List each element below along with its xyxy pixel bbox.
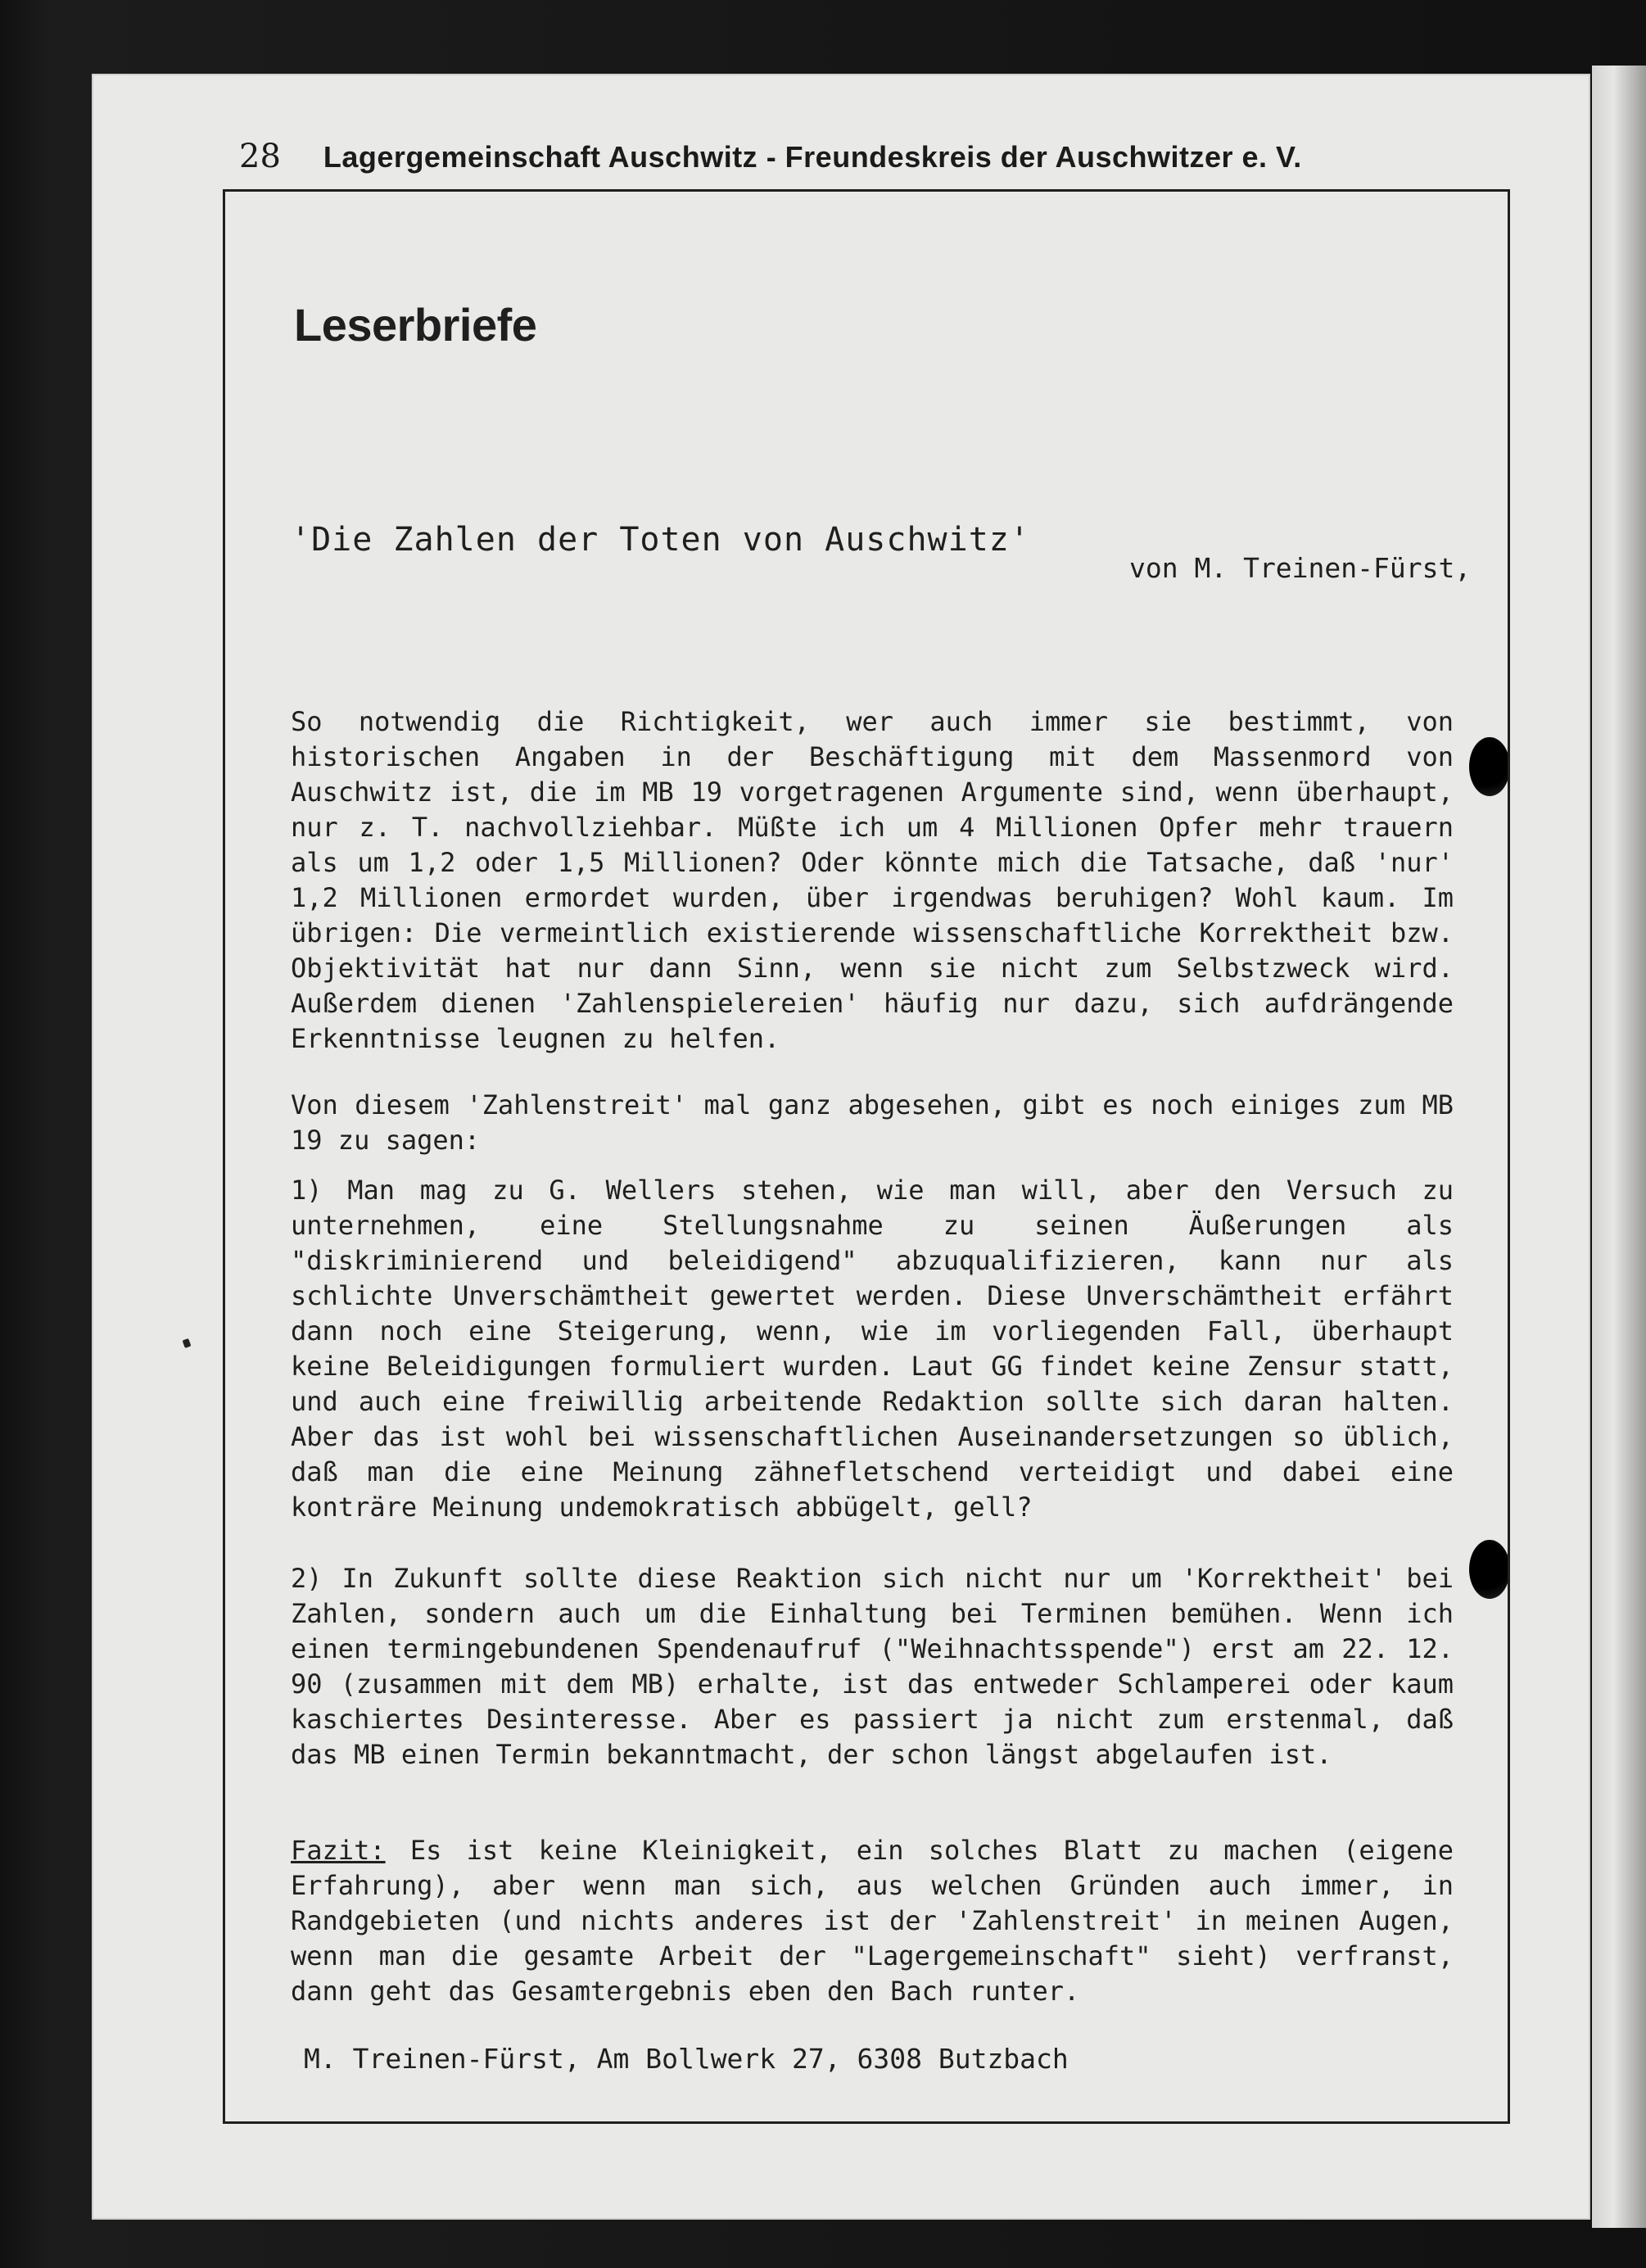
signature: M. Treinen-Fürst, Am Bollwerk 27, 6308 Butzbach: [304, 2043, 1069, 2075]
fazit-label: Fazit:: [291, 1835, 386, 1866]
fazit-text: Es ist keine Kleinigkeit, ein solches Blatt zu machen (eigene Erfahrung), aber wenn man sich, aus welchen Gründen auch immer, in Randgebieten (und nichts anderes ist der 'Zahlenstreit' in meinen Augen, wenn man die gesamte Arbeit der "Lagergemeinschaft" sieht) verfranst, dann geht das Gesamtergebnis eben den Bach runter.: [291, 1835, 1454, 2007]
article-title: 'Die Zahlen der Toten von Auschwitz': [291, 521, 1030, 559]
paragraph-point-1: 1) Man mag zu G. Wellers stehen, wie man will, aber den Versuch zu unternehmen, eine Stellungsnahme zu seinen Äußerungen als "diskriminierend und beleidigend" abzuqualifizieren, kann nur als schlichte Unverschämtheit gewertet werden. Diese Unverschämtheit erfährt dann noch eine Steigerung, wenn, wie im vorliegenden Fall, überhaupt keine Beleidigungen formuliert wurden. Laut GG findet keine Zensur statt, und auch eine freiwillig arbeitende Redaktion sollte sich daran halten. Aber das ist wohl bei wissenschaftlichen Auseinandersetzungen so üblich, daß man die eine Meinung zähnefletschend verteidigt und dabei eine konträre Meinung undemokratisch abbügelt, gell?: [291, 1175, 1454, 1523]
paragraph-point-2: 2) In Zukunft sollte diese Reaktion sich nicht nur um 'Korrektheit' bei Zahlen, sondern auch um die Einhaltung bei Terminen bemühen. Wenn ich einen termingebundenen Spendenaufruf ("Weihnachtsspende") erst am 22. 12. 90 (zusammen mit dem MB) erhalte, ist das entweder Schlamperei oder kaum kaschiertes Desinteresse. Aber es passiert ja nicht zum erstenmal, daß das MB einen Termin bekanntmacht, der schon längst abgelaufen ist.: [291, 1563, 1454, 1770]
paragraph-intro: So notwendig die Richtigkeit, wer auch immer sie bestimmt, von historischen Angaben in der Beschäftigung mit dem Massenmord von Auschwitz ist, die im MB 19 vorgetragenen Argumente sind, wenn überhaupt, nur z. T. nachvollziehbar. Müßte ich um 4 Millionen Opfer mehr trauern als um 1,2 oder 1,5 Millionen? Oder könnte mich die Tatsache, daß 'nur' 1,2 Millionen ermordet wurden, über irgendwas beruhigen? Wohl kaum. Im übrigen: Die vermeintlich existierende wissenschaftliche Korrektheit bzw. Objektivität hat nur dann Sinn, wenn sie nicht zum Selbstzweck wird. Außerdem dienen 'Zahlenspielereien' häufig nur dazu, sich aufdrängende Erkenntnisse leugnen zu helfen.: [291, 706, 1454, 1054]
page-header: [239, 138, 1517, 187]
article-byline: von M. Treinen-Fürst,: [1129, 552, 1472, 584]
page-number: 28: [239, 138, 281, 175]
paragraph-transition: Von diesem 'Zahlenstreit' mal ganz abgesehen, gibt es noch einiges zum MB 19 zu sagen:: [291, 1089, 1454, 1156]
paragraph-fazit: [291, 1833, 1454, 2009]
section-title: Leserbriefe: [294, 299, 537, 351]
header-title: Lagergemeinschaft Auschwitz - Freundeskreis der Auschwitzer e. V.: [323, 140, 1302, 174]
next-page-edge: [1592, 66, 1646, 2228]
letter-box: [223, 189, 1510, 2124]
